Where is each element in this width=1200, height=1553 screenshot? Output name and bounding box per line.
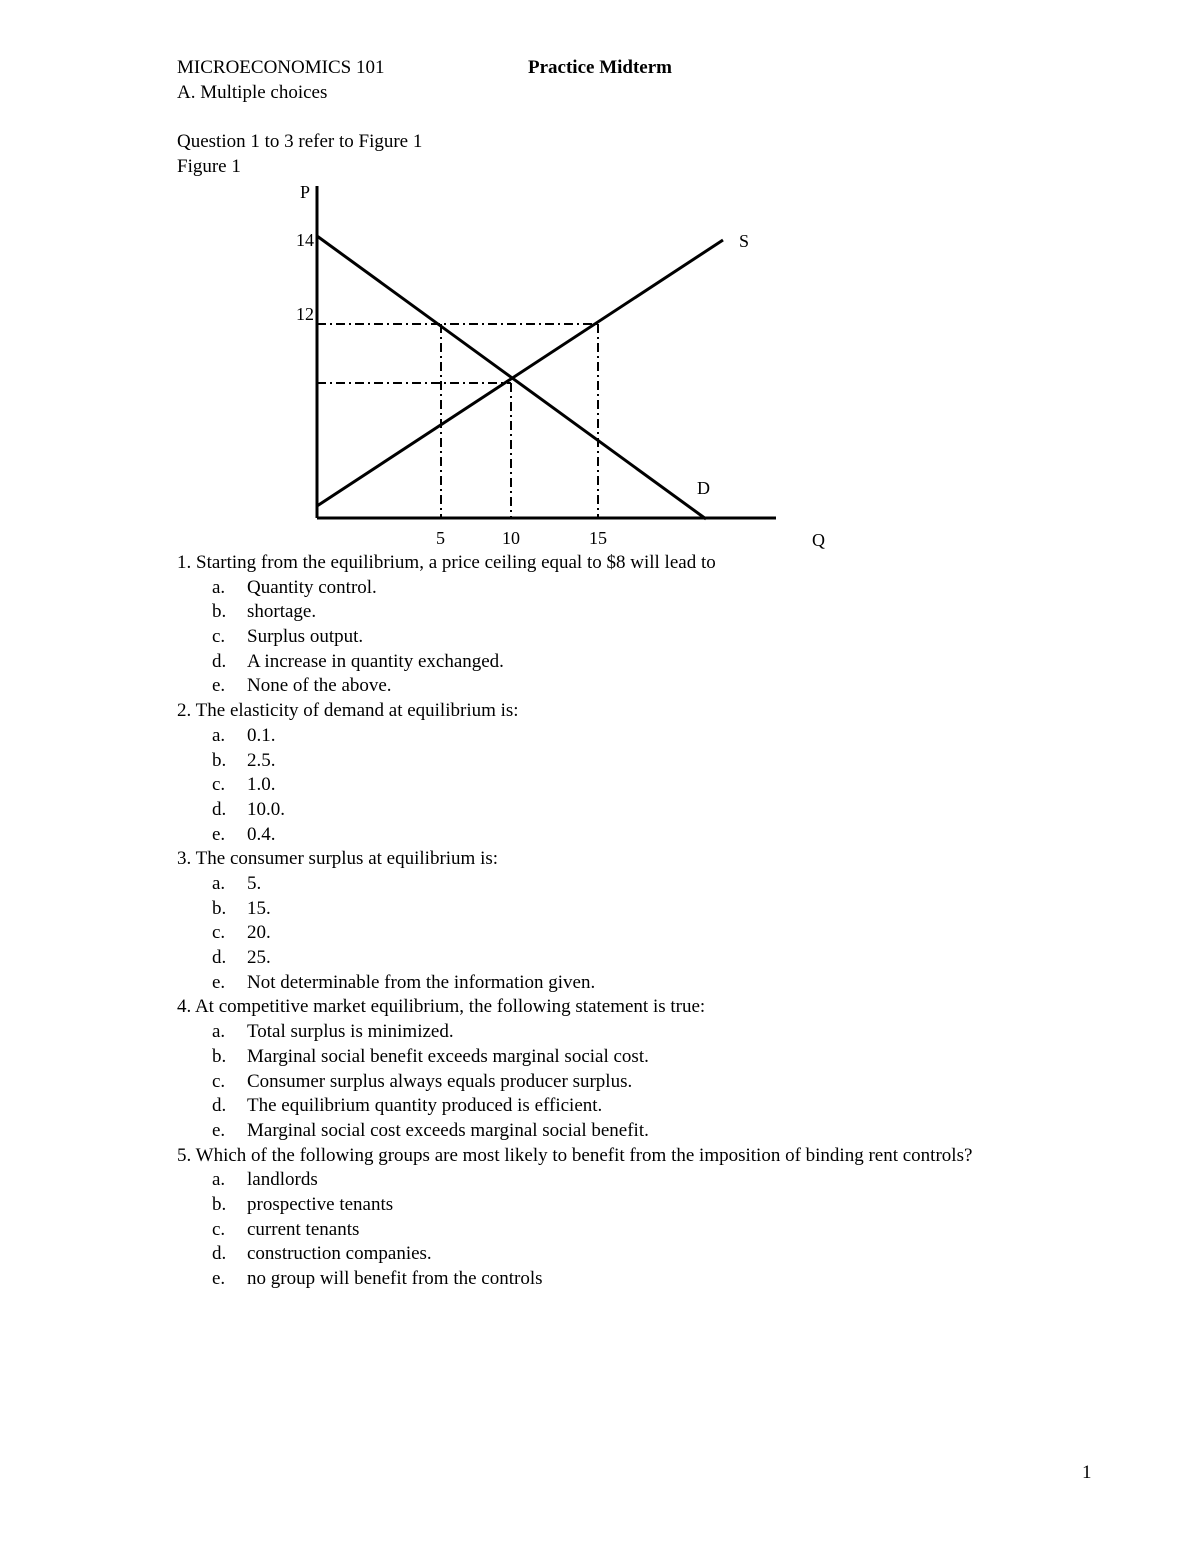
option-letter: e. [212,675,226,697]
option-letter: d. [212,1095,227,1117]
option-text: 25. [247,947,271,969]
option-letter: a. [212,872,226,894]
answer-option [177,674,1177,699]
figure-reference-note: Question 1 to 3 refer to Figure 1 [177,131,423,152]
option-letter: c. [212,1070,226,1092]
course-title: MICROECONOMICS 101 [177,57,385,78]
p-axis-label: P [300,182,311,202]
option-letter: c. [212,1218,226,1240]
answer-option [177,1045,1177,1070]
option-letter: a. [212,1169,226,1191]
option-text: None of the above. [247,675,392,697]
option-letter: c. [212,626,226,648]
option-text: Surplus output. [247,626,364,648]
x-tick-5: 5 [436,528,445,548]
option-text: landlords [247,1169,318,1191]
option-text: A increase in quantity exchanged. [247,650,504,672]
option-letter: e. [212,1268,226,1290]
option-text: 0.1. [247,724,276,746]
y-tick-12: 12 [296,304,314,324]
option-letter: c. [212,774,226,796]
option-letter: e. [212,971,226,993]
answer-option [177,897,1177,922]
option-text: 20. [247,922,271,944]
question-stem: 1. Starting from the equilibrium, a price ceiling equal to $8 will lead to [177,552,716,573]
answer-option [177,1119,1177,1144]
option-letter: b. [212,897,227,919]
answer-option [177,1070,1177,1095]
answer-option [177,1020,1177,1045]
option-text: no group will benefit from the controls [247,1268,543,1290]
supply-demand-diagram [0,0,1200,560]
demand-label: D [697,478,710,498]
x-tick-10: 10 [502,528,520,548]
option-letter: a. [212,724,226,746]
answer-option [177,1168,1177,1193]
answer-option [177,971,1177,996]
answer-option [177,921,1177,946]
option-text: Not determinable from the information given. [247,971,596,993]
option-text: 1.0. [247,774,276,796]
option-letter: d. [212,1243,227,1265]
option-text: construction companies. [247,1243,432,1265]
option-text: The equilibrium quantity produced is efficient. [247,1095,603,1117]
option-letter: c. [212,922,226,944]
option-letter: d. [212,650,227,672]
answer-option [177,1094,1177,1119]
option-text: current tenants [247,1218,360,1240]
option-letter: a. [212,1021,226,1043]
option-letter: d. [212,798,227,820]
answer-option [177,946,1177,971]
question-stem: 4. At competitive market equilibrium, the following statement is true: [177,996,706,1018]
option-text: 0.4. [247,823,276,845]
guide-lines [317,324,598,518]
answer-option [177,798,1177,823]
question-stem: 3. The consumer surplus at equilibrium is: [177,848,499,870]
answer-option [177,872,1177,897]
answer-option [177,1242,1177,1267]
answer-option [177,823,1177,848]
answer-option [177,625,1177,650]
answer-option [177,1218,1177,1243]
option-letter: b. [212,601,227,623]
option-letter: b. [212,749,227,771]
option-text: Consumer surplus always equals producer surplus. [247,1070,633,1092]
exam-title: Practice Midterm [528,57,672,78]
answer-option [177,650,1177,675]
q-axis-label: Q [812,530,825,550]
option-text: prospective tenants [247,1193,394,1215]
question-stem: 2. The elasticity of demand at equilibrium is: [177,700,519,722]
option-text: 15. [247,897,271,919]
option-letter: a. [212,576,226,598]
question-list [177,551,1177,1292]
option-text: Marginal social cost exceeds marginal social benefit. [247,1119,649,1141]
answer-option [177,1193,1177,1218]
option-text: shortage. [247,601,317,623]
option-text: Total surplus is minimized. [247,1021,454,1043]
option-letter: e. [212,1119,226,1141]
section-heading: A. Multiple choices [177,82,328,103]
answer-option [177,600,1177,625]
answer-option [177,749,1177,774]
option-text: 2.5. [247,749,276,771]
option-text: Quantity control. [247,576,377,598]
page-number: 1 [1082,1462,1092,1483]
option-text: 10.0. [247,798,285,820]
option-letter: b. [212,1045,227,1067]
x-tick-15: 15 [589,528,607,548]
y-tick-14: 14 [296,230,314,250]
figure-label: Figure 1 [177,156,241,177]
answer-option [177,576,1177,601]
option-letter: b. [212,1193,227,1215]
question-stem: 5. Which of the following groups are most likely to benefit from the imposition of binding rent controls? [177,1144,973,1166]
option-letter: e. [212,823,226,845]
option-text: Marginal social benefit exceeds marginal social cost. [247,1045,649,1067]
answer-option [177,773,1177,798]
option-text: 5. [247,872,262,894]
option-letter: d. [212,947,227,969]
supply-label: S [739,231,750,251]
answer-option [177,724,1177,749]
answer-option [177,1267,1177,1292]
